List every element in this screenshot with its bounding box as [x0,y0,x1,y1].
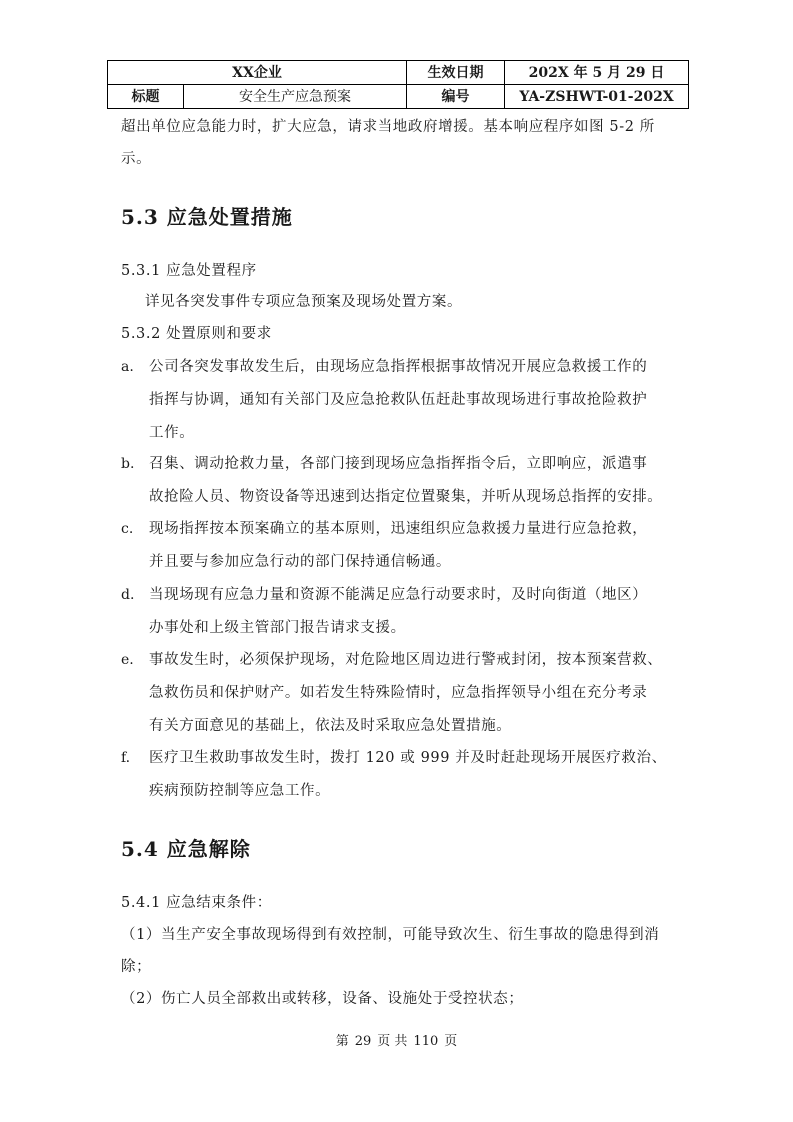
title-value: 安全生产应急预案 [184,85,407,109]
list-item-line: 指挥与协调，通知有关部门及应急抢救队伍赶赴事故现场进行事故抢险救护 [149,392,648,408]
footer-prefix: 第 [335,1034,349,1049]
continuation-line: 示。 [121,151,152,167]
list-item-line: 现场指挥按本预案确立的基本原则，迅速组织应急救援力量进行应急抢救， [149,521,648,537]
list-item-marker: e. [121,652,134,668]
list-item-line: 办事处和上级主管部门报告请求支援。 [149,620,406,636]
list-item-marker: b. [121,456,135,472]
document-header-table [107,60,689,109]
condition-line: （1）当生产安全事故现场得到有效控制，可能导致次生、衍生事故的隐患得到消 [121,927,660,943]
list-item-line: 疾病预防控制等应急工作。 [149,783,331,799]
list-item-line: 召集、调动抢救力量，各部门接到现场应急指挥指令后，立即响应，派遣事 [149,456,648,472]
code-label: 编号 [407,85,505,109]
list-item-line: 事故发生时，必须保护现场，对危险地区周边进行警戒封闭，按本预案营救、 [149,652,663,668]
list-item-line: 并且要与参加应急行动的部门保持通信畅通。 [149,554,451,570]
list-item-line: 公司各突发事故发生后，由现场应急指挥根据事故情况开展应急救援工作的 [149,359,648,375]
title-label: 标题 [108,85,184,109]
header-row-1 [108,61,689,85]
section-heading-5-4: 5.4 应急解除 [121,837,251,861]
footer-suffix: 页 [444,1034,458,1049]
list-item-line: 工作。 [149,425,195,441]
list-item-line: 故抢险人员、物资设备等迅速到达指定位置聚集，并听从现场总指挥的安排。 [149,489,663,505]
effective-date-value: 202X 年 5 月 29 日 [505,61,689,85]
condition-line: 除； [121,959,152,975]
code-value: YA-ZSHWT-01-202X [505,85,689,109]
list-item-line: 有关方面意见的基础上，依法及时采取应急处置措施。 [149,718,512,734]
section-heading-5-3: 5.3 应急处置措施 [121,205,293,229]
company-name: XX企业 [108,61,407,85]
list-item-marker: d. [121,587,135,603]
page-footer [0,1030,793,1049]
total-pages: 110 [413,1034,439,1049]
list-item-line: 急救伤员和保护财产。如若发生特殊险情时，应急指挥领导小组在充分考录 [149,685,648,701]
subsection-heading-5-3-1: 5.3.1 应急处置程序 [121,263,257,279]
list-item-marker: f. [121,750,131,766]
condition-line: （2）伤亡人员全部救出或转移，设备、设施处于受控状态； [121,991,524,1007]
paragraph: 详见各突发事件专项应急预案及现场处置方案。 [145,294,463,310]
list-item-line: 医疗卫生救助事故发生时，拨打 120 或 999 并及时赶赴现场开展医疗救治、 [149,750,667,766]
continuation-line: 超出单位应急能力时，扩大应急，请求当地政府增援。基本响应程序如图 5-2 所 [121,119,655,135]
list-item-marker: c. [121,521,134,537]
subsection-heading-5-3-2: 5.3.2 处置原则和要求 [121,326,272,342]
subsection-heading-5-4-1: 5.4.1 应急结束条件： [121,895,272,911]
header-row-2 [108,85,689,109]
page-number: 29 [354,1034,372,1049]
footer-mid: 页 共 [377,1034,408,1049]
list-item-line: 当现场现有应急力量和资源不能满足应急行动要求时，及时向街道（地区） [149,587,648,603]
list-item-marker: a. [121,359,134,375]
effective-date-label: 生效日期 [407,61,505,85]
